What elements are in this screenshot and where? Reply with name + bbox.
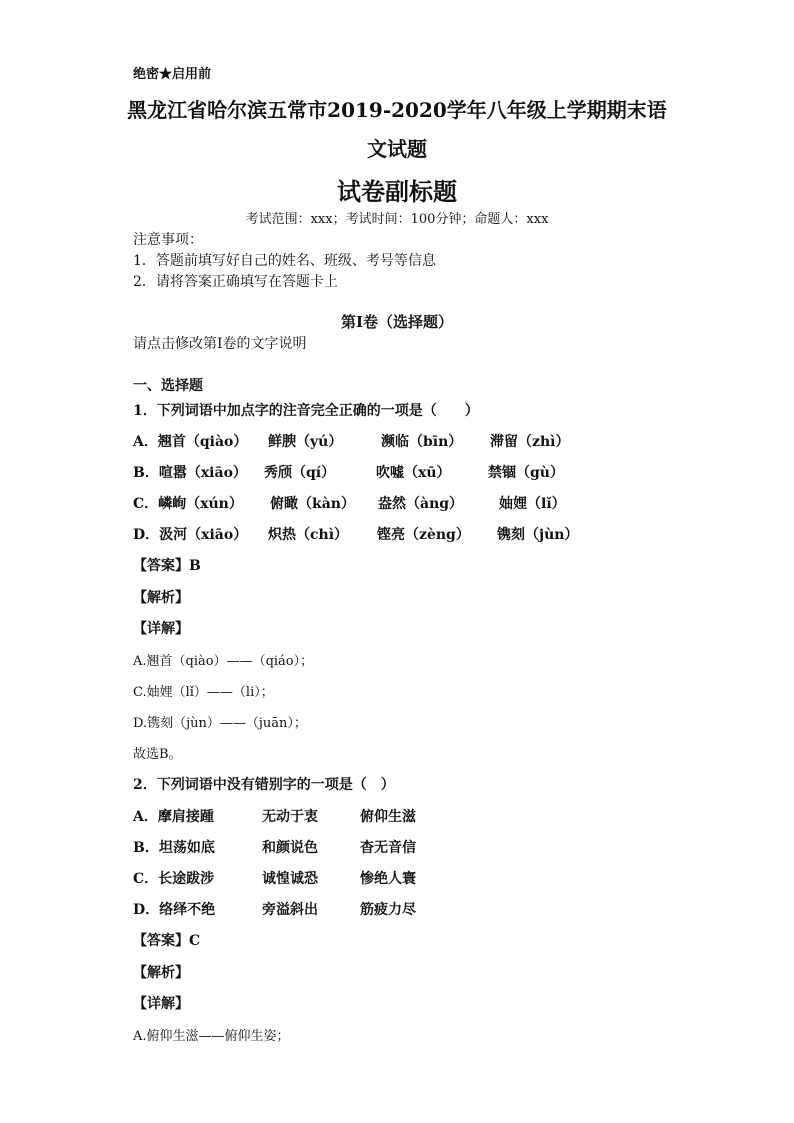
option-text: 禁锢（gù） [488, 465, 564, 481]
option-text: C．嶙峋（xún） [133, 496, 243, 512]
q1-explanation: D.镌刻（jùn）——（juān）； [133, 716, 307, 731]
option-text: D．络绎不绝 [133, 902, 216, 918]
q2-option-c [133, 868, 553, 888]
q2-answer: 【答案】C [133, 933, 201, 949]
note-item: 1．答题前填写好自己的姓名、班级、考号等信息 [133, 253, 436, 269]
option-text: 滞留（zhì） [490, 434, 570, 450]
option-text: 铿亮（zèng） [377, 527, 470, 543]
q2-stem: 2．下列词语中没有错别字的一项是（ ） [133, 777, 395, 793]
q1-option-a [133, 431, 653, 451]
part-heading: 一、选择题 [133, 378, 203, 394]
option-text: 秀颀（qí） [264, 465, 336, 481]
option-text: 吹嘘（xū） [376, 465, 451, 481]
option-text: 诚惶诚恐 [262, 871, 318, 887]
notes-heading: 注意事项： [133, 232, 203, 248]
section-description: 请点击修改第I卷的文字说明 [133, 336, 307, 352]
option-text: 旁溢斜出 [262, 902, 318, 918]
option-text: 俯瞰（kàn） [270, 496, 355, 512]
option-text: 俯仰生滋 [360, 809, 416, 825]
title-line-1: 黑龙江省哈尔滨五常市2019-2020学年八年级上学期期末语 [127, 98, 667, 122]
q1-option-b [133, 462, 653, 482]
q2-option-d [133, 899, 553, 919]
option-text: 镌刻（jùn） [497, 527, 579, 543]
option-text: A．翘首（qiào） [133, 434, 248, 450]
option-text: 鲜腴（yú） [268, 434, 343, 450]
q2-analysis-label: 【解析】 [133, 965, 189, 981]
option-text: 和颜说色 [262, 840, 318, 856]
q1-analysis-label: 【解析】 [133, 590, 189, 606]
title-line-2: 文试题 [367, 137, 427, 161]
option-text: 妯娌（lǐ） [499, 496, 566, 512]
q1-option-d [133, 524, 653, 544]
q2-option-b [133, 837, 553, 857]
option-text: B．喧嚣（xiāo） [133, 465, 247, 481]
option-text: A．摩肩接踵 [133, 809, 214, 825]
option-text: 惨绝人寰 [360, 871, 416, 887]
q1-explanation: C.妯娌（lǐ）——（li）； [133, 685, 274, 700]
q2-option-a [133, 806, 553, 826]
option-text: 炽热（chì） [268, 527, 349, 543]
q1-explanation: A.翘首（qiào）——（qiáo）； [133, 654, 314, 669]
option-text: D．汲河（xiāo） [133, 527, 248, 543]
option-text: 无动于衷 [262, 809, 318, 825]
option-text: C．长途跋涉 [133, 871, 215, 887]
q1-explanation: 故选B。 [133, 747, 182, 762]
section-title: 第I卷（选择题） [340, 313, 454, 331]
paper-subtitle: 试卷副标题 [337, 177, 457, 206]
option-text: 筋疲力尽 [360, 902, 416, 918]
q1-answer: 【答案】B [133, 558, 201, 574]
q1-detail-label: 【详解】 [133, 621, 189, 637]
option-text: 濒临（bīn） [381, 434, 463, 450]
option-text: B．坦荡如底 [133, 840, 215, 856]
exam-info: 考试范围：xxx；考试时间：100分钟；命题人：xxx [245, 212, 549, 227]
secret-label: 绝密★启用前 [133, 67, 212, 82]
note-item: 2．请将答案正确填写在答题卡上 [133, 274, 338, 290]
q1-stem: 1．下列词语中加点字的注音完全正确的一项是（ ） [133, 403, 479, 419]
q1-option-c [133, 493, 653, 513]
q2-detail-label: 【详解】 [133, 996, 189, 1012]
option-text: 杳无音信 [360, 840, 416, 856]
option-text: 盎然（àng） [378, 496, 464, 512]
q2-explanation: A.俯仰生滋——俯仰生姿； [133, 1029, 290, 1044]
